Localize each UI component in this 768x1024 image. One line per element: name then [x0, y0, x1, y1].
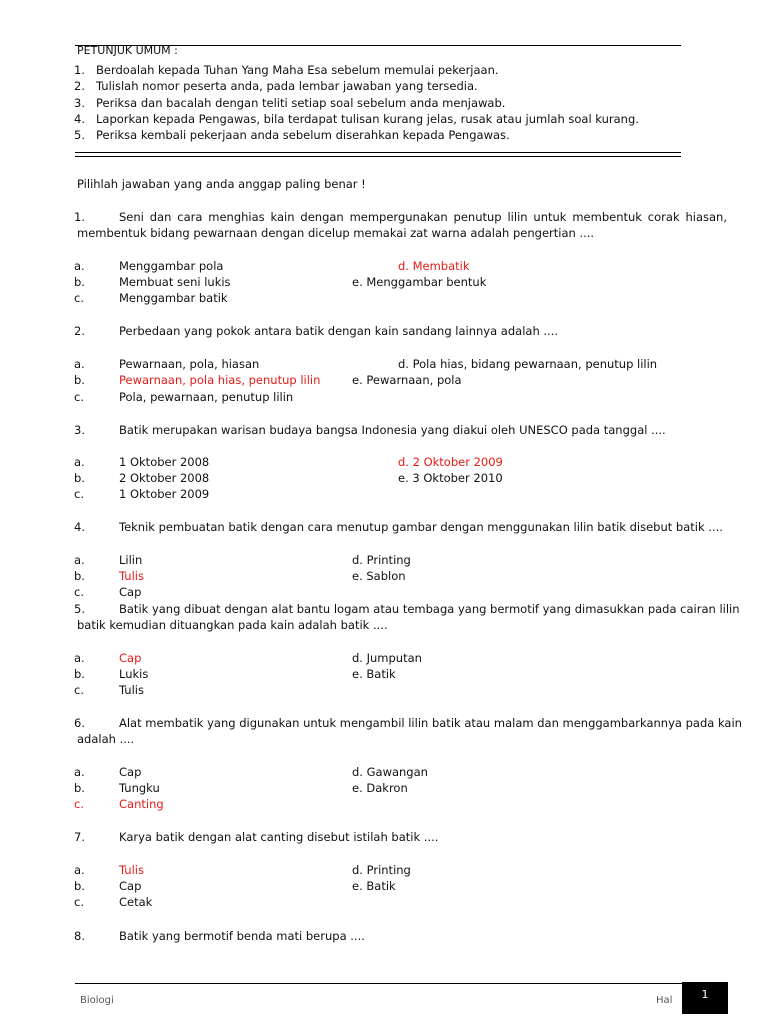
- option-c: Cap: [119, 585, 142, 599]
- question-text: batik kemudian dituangkan pada kain adalah batik ....: [77, 618, 388, 632]
- footer-rule: [75, 983, 682, 984]
- option-e: e. 3 Oktober 2010: [398, 471, 503, 485]
- option-letter: c.: [74, 585, 84, 599]
- option-d: d. Printing: [352, 553, 411, 567]
- option-d: d. Printing: [352, 863, 411, 877]
- option-e: e. Pewarnaan, pola: [352, 373, 462, 387]
- option-d: d. Pola hias, bidang pewarnaan, penutup lilin: [398, 357, 658, 371]
- prompt-heading: Pilihlah jawaban yang anda anggap paling benar !: [77, 177, 366, 191]
- question-text: Alat membatik yang digunakan untuk mengambil lilin batik atau malam dan menggambarkannya pada kain: [119, 716, 742, 730]
- question-number: 6.: [74, 716, 85, 730]
- option-d: d. Jumputan: [352, 651, 422, 665]
- option-c: Cetak: [119, 895, 153, 909]
- question-number: 8.: [74, 929, 85, 943]
- option-b: Membuat seni lukis: [119, 275, 231, 289]
- option-a: Lilin: [119, 553, 143, 567]
- divider-rule: [75, 152, 681, 153]
- option-c: Menggambar batik: [119, 291, 228, 305]
- option-letter: a.: [74, 863, 85, 877]
- instruction-text: Periksa dan bacalah dengan teliti setiap soal sebelum anda menjawab.: [96, 96, 506, 110]
- option-a-correct: Tulis: [119, 863, 144, 877]
- option-letter: a.: [74, 455, 85, 469]
- option-letter: b.: [74, 275, 85, 289]
- option-d: d. Gawangan: [352, 765, 428, 779]
- option-b: 2 Oktober 2008: [119, 471, 210, 485]
- option-letter: c.: [74, 291, 84, 305]
- instruction-text: Laporkan kepada Pengawas, bila terdapat tulisan kurang jelas, rusak atau jumlah soal kurang.: [96, 112, 639, 126]
- question-number: 4.: [74, 520, 85, 534]
- option-letter: b.: [74, 781, 85, 795]
- option-letter: a.: [74, 553, 85, 567]
- option-letter: c.: [74, 683, 84, 697]
- option-a: Menggambar pola: [119, 259, 224, 273]
- question-text: Batik yang dibuat dengan alat bantu logam atau tembaga yang bermotif yang dimasukkan pada cairan lilin: [119, 602, 740, 616]
- divider-rule: [75, 156, 681, 157]
- option-letter: c.: [74, 390, 84, 404]
- question-number: 2.: [74, 324, 85, 338]
- question-text: adalah ....: [77, 732, 135, 746]
- option-c: 1 Oktober 2009: [119, 487, 210, 501]
- option-letter: a.: [74, 765, 85, 779]
- option-letter: a.: [74, 651, 85, 665]
- option-letter: b.: [74, 667, 85, 681]
- option-b-correct: Pewarnaan, pola hias, penutup lilin: [119, 373, 321, 387]
- instruction-number: 4.: [74, 112, 85, 126]
- question-number: 5.: [74, 602, 85, 616]
- option-d-correct: d. Membatik: [398, 259, 470, 273]
- option-e: e. Batik: [352, 667, 396, 681]
- instruction-number: 2.: [74, 79, 85, 93]
- option-c-correct: Canting: [119, 797, 164, 811]
- option-a: Pewarnaan, pola, hiasan: [119, 357, 260, 371]
- question-number: 1.: [74, 210, 85, 224]
- option-a: 1 Oktober 2008: [119, 455, 210, 469]
- option-letter: b.: [74, 879, 85, 893]
- page-number: 1: [682, 982, 728, 1014]
- option-a: Cap: [119, 765, 142, 779]
- question-text: Batik merupakan warisan budaya bangsa Indonesia yang diakui oleh UNESCO pada tanggal ....: [119, 423, 666, 437]
- instructions-title: PETUNJUK UMUM :: [77, 44, 178, 57]
- option-b: Cap: [119, 879, 142, 893]
- option-c: Pola, pewarnaan, penutup lilin: [119, 390, 294, 404]
- footer-hal: Hal: [656, 995, 673, 1006]
- question-number: 7.: [74, 830, 85, 844]
- option-letter: c.: [74, 895, 84, 909]
- option-b: Lukis: [119, 667, 149, 681]
- option-e: e. Dakron: [352, 781, 408, 795]
- option-e: e. Sablon: [352, 569, 406, 583]
- instruction-text: Periksa kembali pekerjaan anda sebelum diserahkan kepada Pengawas.: [96, 128, 510, 142]
- option-letter: b.: [74, 373, 85, 387]
- option-e: e. Batik: [352, 879, 396, 893]
- question-text: Perbedaan yang pokok antara batik dengan kain sandang lainnya adalah ....: [119, 324, 559, 338]
- instruction-number: 1.: [74, 63, 85, 77]
- footer-subject: Biologi: [80, 995, 114, 1006]
- question-text: Teknik pembuatan batik dengan cara menutup gambar dengan menggunakan lilin batik disebut batik ....: [119, 520, 723, 534]
- question-number: 3.: [74, 423, 85, 437]
- option-e: e. Menggambar bentuk: [352, 275, 487, 289]
- option-letter: a.: [74, 357, 85, 371]
- question-text: membentuk bidang pewarnaan dengan dicelup memakai zat warna adalah pengertian ....: [77, 226, 595, 240]
- option-b-correct: Tulis: [119, 569, 144, 583]
- instruction-text: Tulislah nomor peserta anda, pada lembar jawaban yang tersedia.: [96, 79, 478, 93]
- option-letter: b.: [74, 471, 85, 485]
- question-text: Seni dan cara menghias kain dengan mempergunakan penutup lilin untuk membentuk corak hiasan,: [119, 210, 727, 224]
- option-letter: c.: [74, 797, 84, 811]
- instruction-number: 3.: [74, 96, 85, 110]
- question-text: Batik yang bermotif benda mati berupa ....: [119, 929, 365, 943]
- option-c: Tulis: [119, 683, 144, 697]
- instruction-number: 5.: [74, 128, 85, 142]
- option-letter: a.: [74, 259, 85, 273]
- option-a-correct: Cap: [119, 651, 142, 665]
- option-b: Tungku: [119, 781, 160, 795]
- option-letter: b.: [74, 569, 85, 583]
- instruction-text: Berdoalah kepada Tuhan Yang Maha Esa sebelum memulai pekerjaan.: [96, 63, 499, 77]
- question-text: Karya batik dengan alat canting disebut istilah batik ....: [119, 830, 439, 844]
- option-letter: c.: [74, 487, 84, 501]
- option-d-correct: d. 2 Oktober 2009: [398, 455, 503, 469]
